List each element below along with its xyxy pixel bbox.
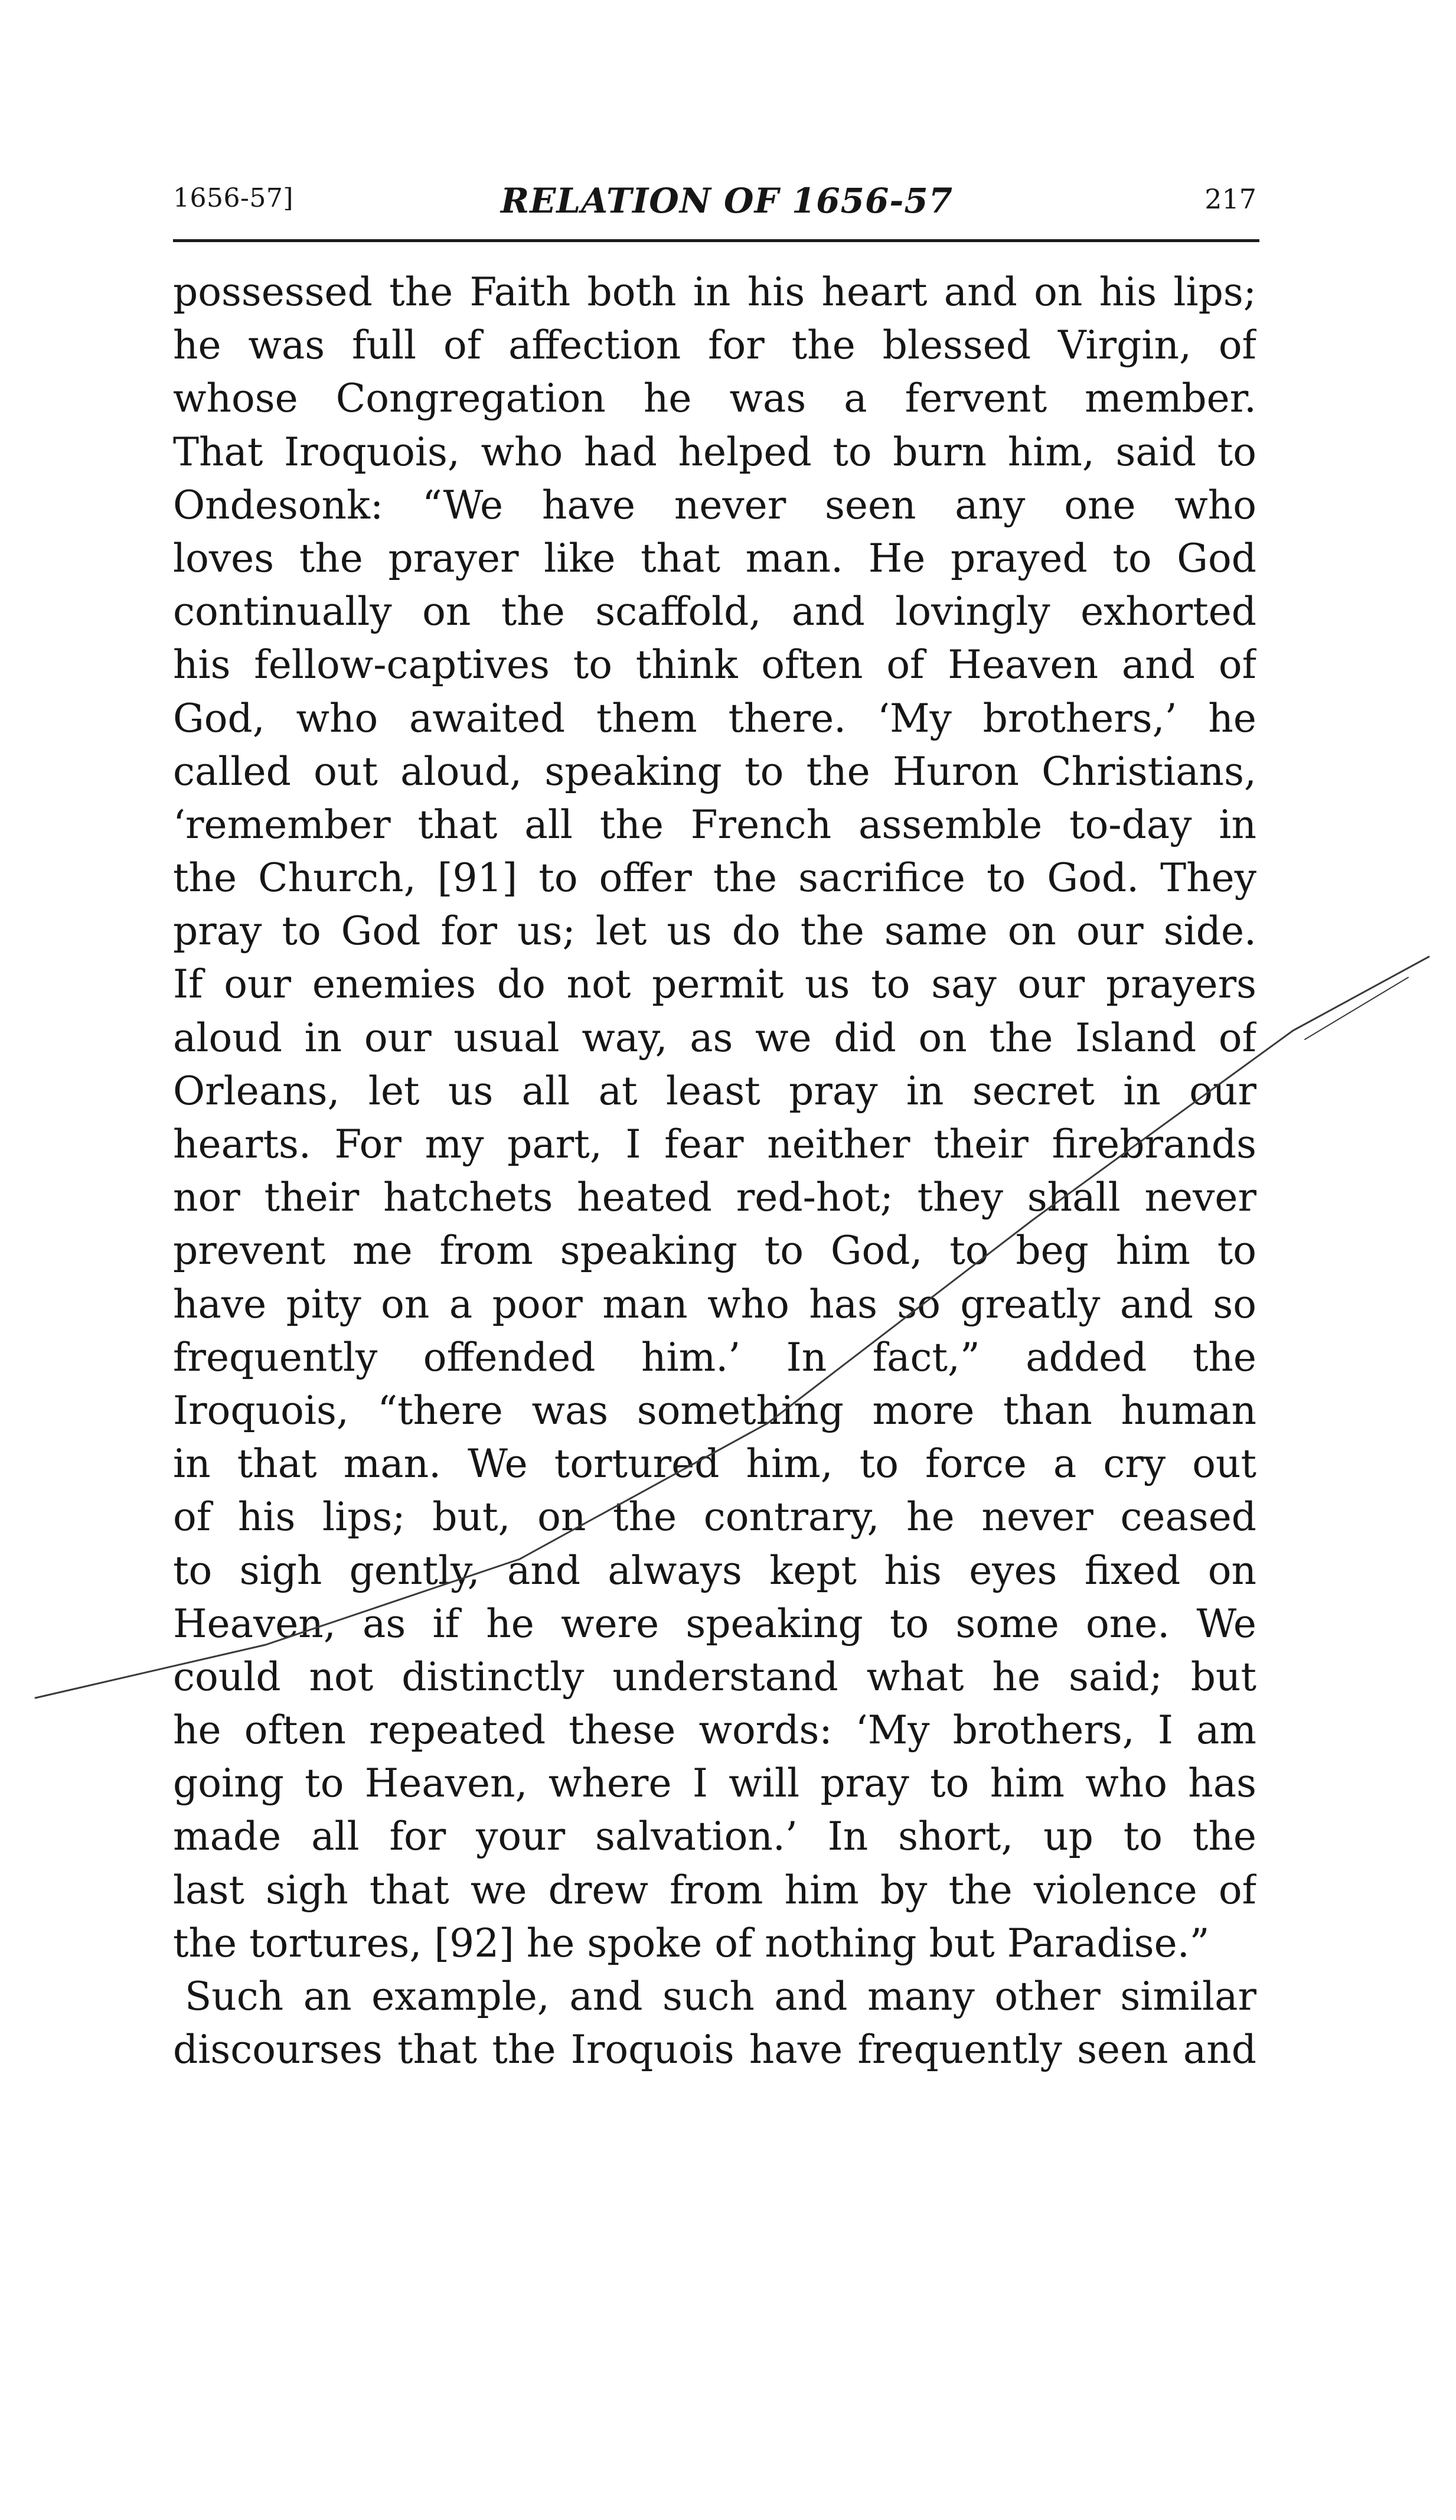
- text-line: Heaven, as if he were speaking to some one. We: [173, 1600, 1256, 1647]
- text-line: aloud in our usual way, as we did on the Island of: [173, 1015, 1256, 1061]
- text-line: going to Heaven, where I will pray to him who has: [173, 1761, 1256, 1807]
- page-number: 217: [1204, 183, 1256, 215]
- text-line: whose Congregation he was a fervent member.: [173, 376, 1256, 422]
- text-line: in that man. We tortured him, to force a cry out: [173, 1441, 1256, 1487]
- text-line: Orleans, let us all at least pray in secret in our: [173, 1068, 1256, 1114]
- text-line: called out aloud, speaking to the Huron Christians,: [173, 748, 1256, 794]
- text-line: pray to God for us; let us do the same on our side.: [173, 908, 1256, 954]
- text-line: hearts. For my part, I fear neither their firebrands: [173, 1122, 1256, 1167]
- text-line: he was full of affection for the blessed Virgin, of: [173, 322, 1256, 369]
- text-line: possessed the Faith both in his heart and on his lips;: [173, 269, 1256, 315]
- text-line: discourses that the Iroquois have frequently seen and: [173, 2027, 1256, 2073]
- text-line: nor their hatchets heated red-hot; they shall never: [173, 1175, 1256, 1221]
- text-line: could not distinctly understand what he said; but: [173, 1654, 1256, 1700]
- header-title: RELATION OF 1656-57: [501, 181, 954, 221]
- text-line: the Church, [91] to offer the sacrifice to God. They: [173, 855, 1256, 901]
- text-line: loves the prayer like that man. He prayed to God: [173, 535, 1256, 581]
- text-line: he often repeated these words: ‘My brothers, I am: [173, 1707, 1256, 1753]
- text-line: prevent me from speaking to God, to beg him to: [173, 1228, 1256, 1274]
- text-line: continually on the scaffold, and lovingly exhorted: [173, 589, 1256, 635]
- running-header: [173, 177, 1256, 224]
- text-line: have pity on a poor man who has so greatly and so: [173, 1281, 1256, 1327]
- text-line: last sigh that we drew from him by the violence of: [173, 1867, 1256, 1913]
- header-rule: [173, 239, 1259, 242]
- text-line: God, who awaited them there. ‘My brothers,’ he: [173, 695, 1256, 741]
- body-text: [173, 266, 1256, 2076]
- text-line: That Iroquois, who had helped to burn him, said to: [173, 429, 1256, 475]
- text-line: Iroquois, “there was something more than human: [173, 1387, 1256, 1433]
- text-line: to sigh gently, and always kept his eyes fixed on: [173, 1547, 1256, 1593]
- text-line: If our enemies do not permit us to say our prayers: [173, 961, 1256, 1008]
- paragraph-start-line: Such an example, and such and many other similar: [185, 1974, 1256, 2019]
- text-line: made all for your salvation.’ In short, up to the: [173, 1814, 1256, 1860]
- text-line: of his lips; but, on the contrary, he never ceased: [173, 1494, 1256, 1540]
- text-line: Ondesonk: “We have never seen any one who: [173, 482, 1256, 528]
- text-line: frequently offended him.’ In fact,” added the: [173, 1334, 1256, 1380]
- text-line: ‘remember that all the French assemble to-day in: [173, 801, 1256, 847]
- text-line: his fellow-captives to think often of Heaven and of: [173, 642, 1256, 688]
- header-year-range: 1656-57]: [173, 183, 293, 213]
- text-line: the tortures, [92] he spoke of nothing but Paradise.”: [173, 1920, 1210, 1966]
